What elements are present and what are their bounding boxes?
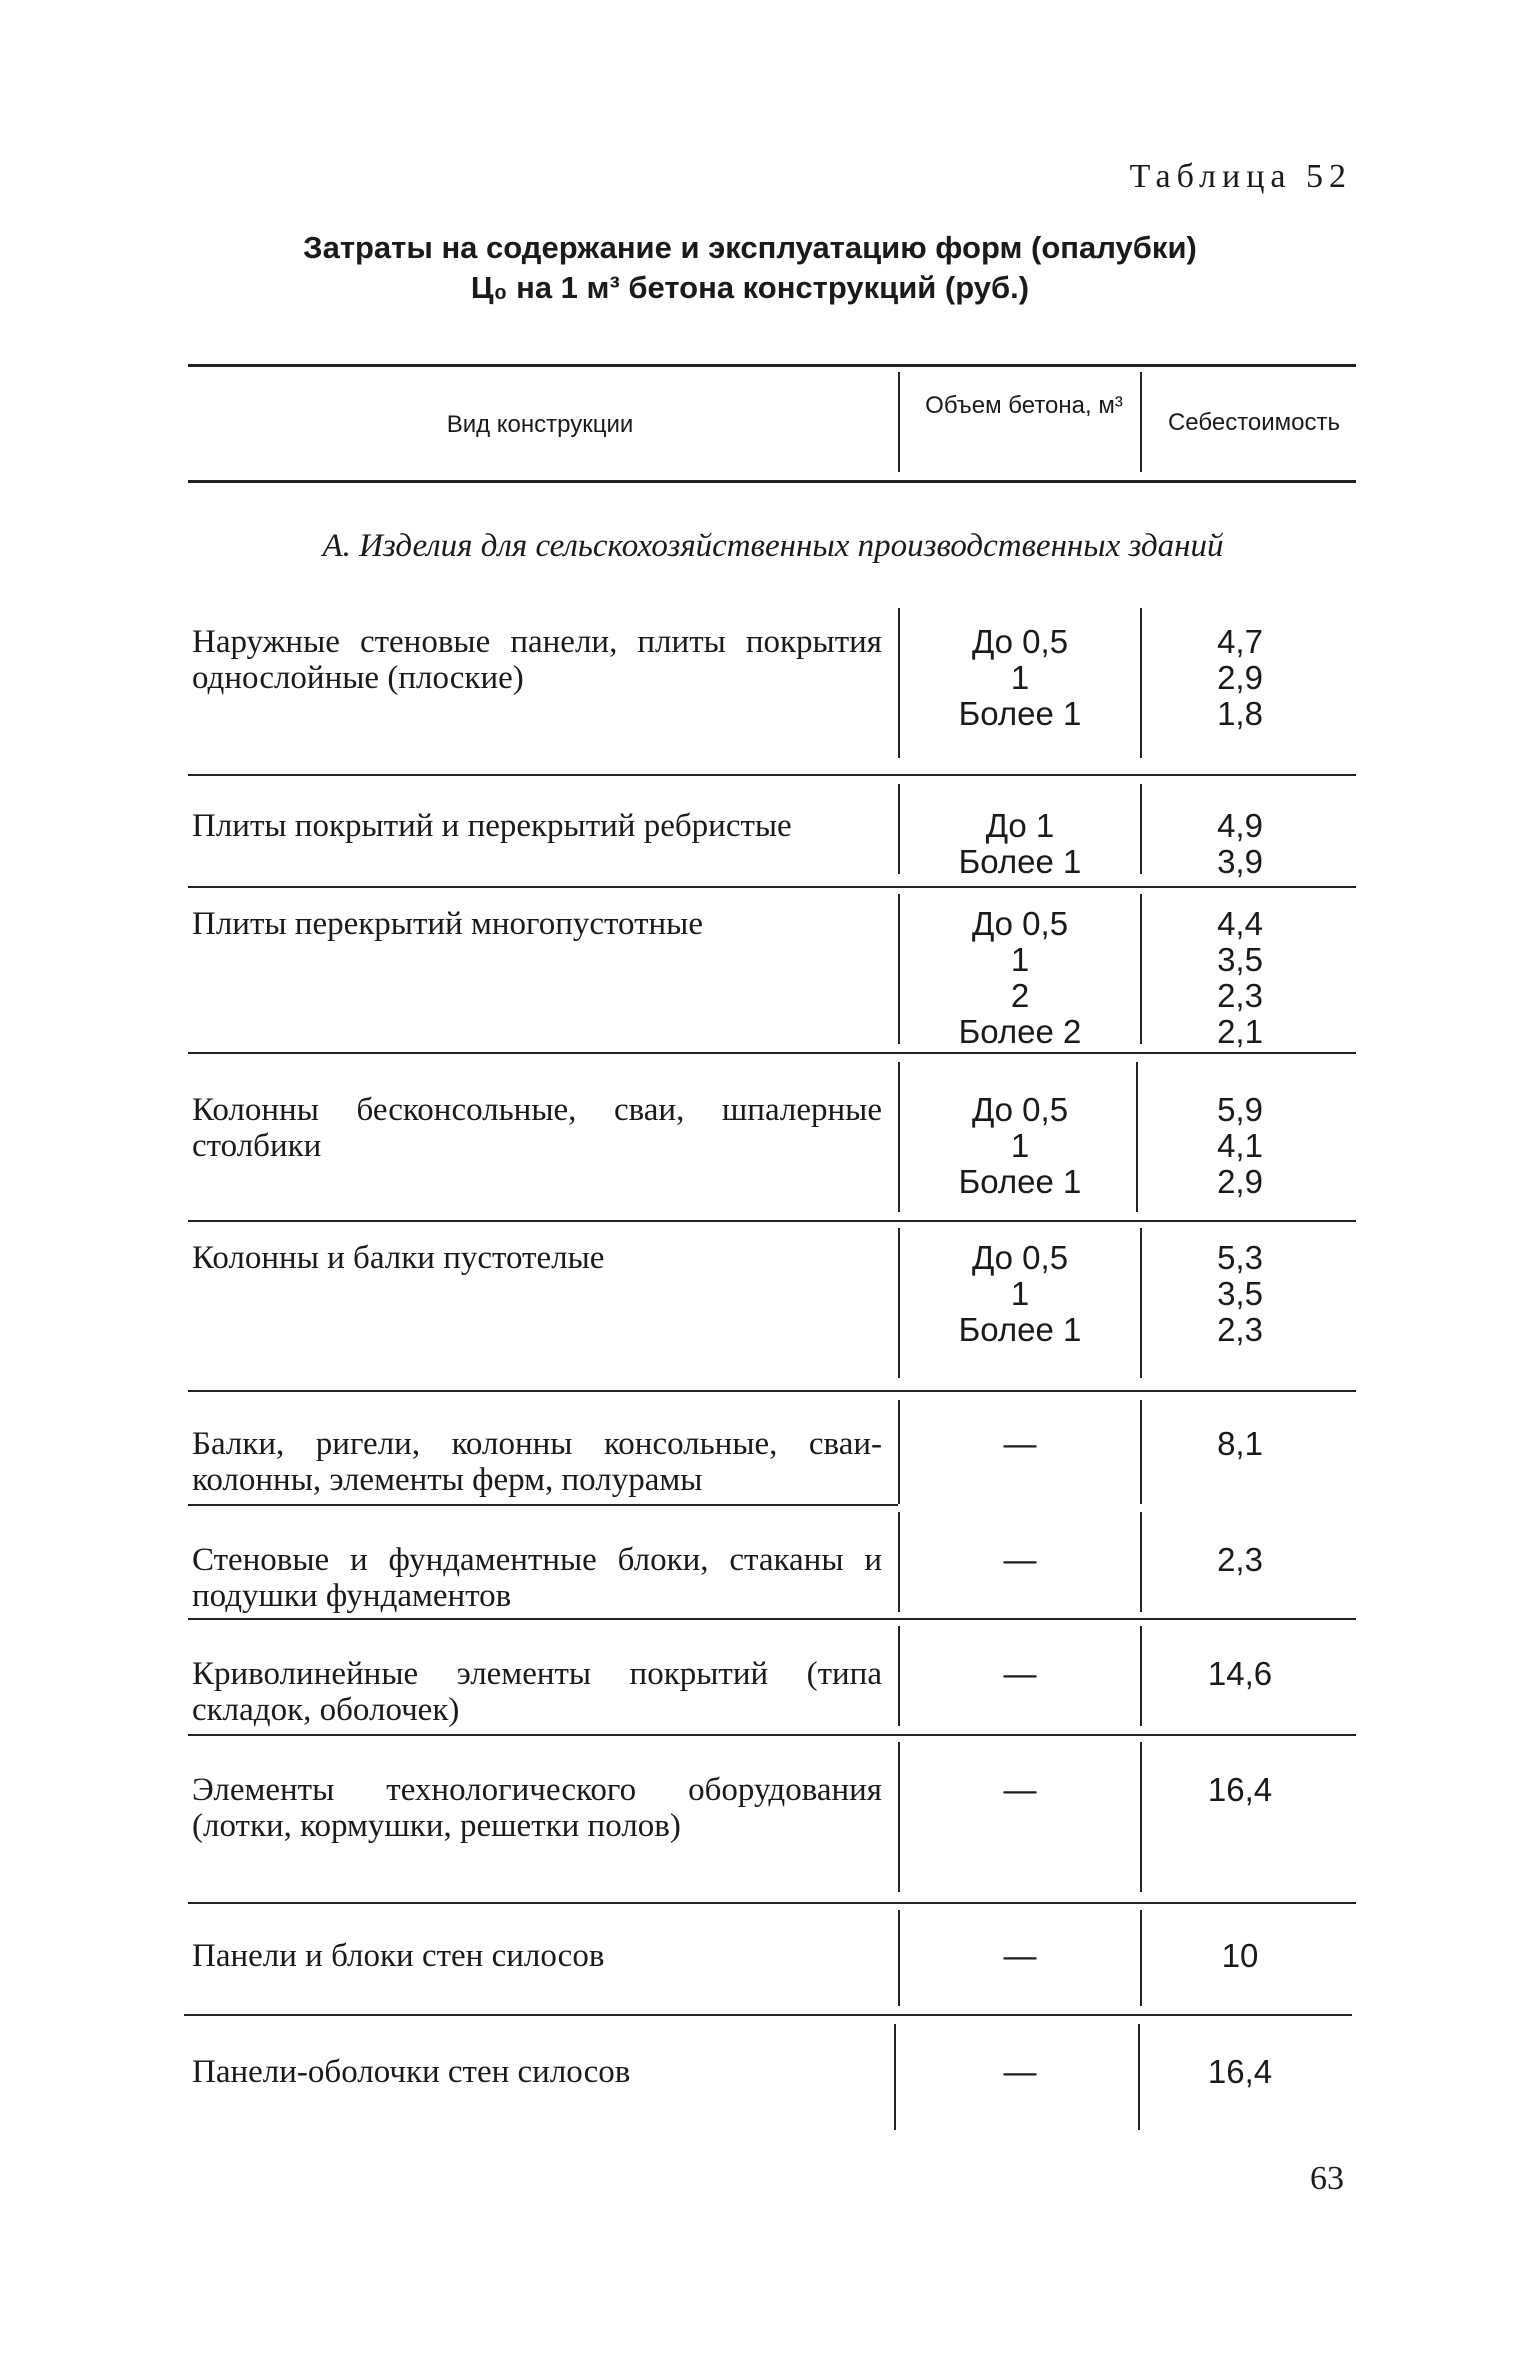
- row-volumes: [900, 2054, 1140, 2090]
- row-divider: [1140, 1512, 1142, 1612]
- row-costs: [1140, 1772, 1340, 1808]
- cost-value: 1,8: [1217, 695, 1263, 732]
- row-name: Колонны бесконсольные, сваи, шпалерные столбики: [192, 1092, 882, 1164]
- row-volumes: [900, 624, 1140, 732]
- header-divider-2: [1140, 372, 1142, 472]
- volume-value: —: [1003, 1425, 1037, 1462]
- volume-value: Более 1: [958, 843, 1082, 880]
- row-divider: [1138, 2024, 1140, 2130]
- row-costs: [1140, 1426, 1340, 1462]
- row-costs: [1140, 2054, 1340, 2090]
- row-divider: [1140, 1910, 1142, 2006]
- volume-value: До 0,5: [971, 1091, 1069, 1128]
- row-separator: [188, 1902, 1356, 1904]
- cost-value: 2,3: [1217, 1541, 1263, 1578]
- row-volumes: [900, 906, 1140, 1050]
- row-name: Стеновые и фундаментные блоки, стаканы и подушки фундаментов: [192, 1542, 882, 1614]
- volume-value: Более 1: [958, 695, 1082, 732]
- row-name: Плиты перекрытий многопустотные: [192, 906, 703, 942]
- row-separator: [188, 886, 1356, 888]
- row-costs: [1140, 1656, 1340, 1692]
- row-divider: [1140, 1742, 1142, 1892]
- header-type: Вид конструкции: [446, 411, 634, 438]
- row-name: Панели и блоки стен силосов: [192, 1938, 605, 1974]
- volume-value: Более 1: [958, 1163, 1082, 1200]
- table-title-line-2: Ц₀ на 1 м³ бетона конструкций (руб.): [470, 270, 1030, 305]
- row-costs: [1140, 624, 1340, 732]
- row-volumes: [900, 808, 1140, 880]
- volume-value: —: [1003, 2053, 1037, 2090]
- header-top-rule: [188, 364, 1356, 367]
- row-volumes: [900, 1772, 1140, 1808]
- cost-value: 3,5: [1217, 1275, 1263, 1312]
- volume-value: Более 1: [958, 1311, 1082, 1348]
- volume-value: —: [1003, 1937, 1037, 1974]
- row-divider: [898, 1626, 900, 1726]
- cost-value: 4,9: [1217, 807, 1263, 844]
- row-divider: [898, 894, 900, 1044]
- row-volumes: [900, 1092, 1140, 1200]
- volume-value: 2: [1010, 977, 1030, 1014]
- volume-value: —: [1003, 1655, 1037, 1692]
- row-costs: [1140, 1092, 1340, 1200]
- row-name: Наружные стеновые панели, плиты покрытия однослойные (плоские): [192, 624, 882, 696]
- cost-value: 14,6: [1207, 1655, 1273, 1692]
- row-divider: [1140, 1228, 1142, 1378]
- row-divider: [1140, 1400, 1142, 1504]
- row-separator: [188, 1390, 1356, 1392]
- volume-value: До 0,5: [971, 1239, 1069, 1276]
- row-divider: [1136, 1062, 1138, 1212]
- volume-value: До 0,5: [971, 905, 1069, 942]
- cost-value: 5,3: [1217, 1239, 1263, 1276]
- cost-value: 2,3: [1217, 1311, 1263, 1348]
- cost-value: 2,9: [1217, 1163, 1263, 1200]
- cost-value: 2,1: [1217, 1013, 1263, 1050]
- cost-value: 5,9: [1217, 1091, 1263, 1128]
- row-separator: [184, 2014, 1352, 2016]
- page-number: 63: [1310, 2160, 1344, 2197]
- header-cost: Себестоимость: [1167, 409, 1341, 436]
- row-divider: [898, 784, 900, 874]
- row-divider: [1140, 1626, 1142, 1726]
- section-heading-a: А. Изделия для сельскохозяйственных производственных зданий: [322, 528, 1224, 564]
- cost-value: 4,4: [1217, 905, 1263, 942]
- row-divider: [898, 1512, 900, 1612]
- header-divider-1: [898, 372, 900, 472]
- volume-value: До 1: [985, 807, 1055, 844]
- cost-value: 10: [1221, 1937, 1259, 1974]
- volume-value: 1: [1010, 1127, 1030, 1164]
- cost-value: 3,5: [1217, 941, 1263, 978]
- volume-value: 1: [1010, 659, 1030, 696]
- row-costs: [1140, 808, 1340, 880]
- row-costs: [1140, 906, 1340, 1050]
- row-name: Колонны и балки пустотелые: [192, 1240, 605, 1276]
- row-separator: [188, 774, 1356, 776]
- volume-value: 1: [1010, 1275, 1030, 1312]
- row-name: Плиты покрытий и перекрытий ребристые: [192, 808, 792, 844]
- volume-value: —: [1003, 1541, 1037, 1578]
- row-name: Криволинейные элементы покрытий (типа складок, оболочек): [192, 1656, 882, 1728]
- row-separator: [188, 1734, 1356, 1736]
- row-divider: [1140, 784, 1142, 874]
- row-costs: [1140, 1240, 1340, 1348]
- cost-value: 2,3: [1217, 977, 1263, 1014]
- volume-value: 1: [1010, 941, 1030, 978]
- row-divider: [894, 2024, 896, 2130]
- cost-value: 4,7: [1217, 623, 1263, 660]
- cost-value: 8,1: [1217, 1425, 1263, 1462]
- row-divider: [898, 1910, 900, 2006]
- row-divider: [898, 1400, 900, 1504]
- table-number-label: Таблица 52: [1129, 158, 1352, 195]
- row-volumes: [900, 1426, 1140, 1462]
- row-costs: [1140, 1542, 1340, 1578]
- row-divider: [898, 1742, 900, 1892]
- row-divider: [1140, 608, 1142, 758]
- header-bottom-rule: [188, 480, 1356, 483]
- row-name: Элементы технологического оборудования (лотки, кормушки, решетки полов): [192, 1772, 882, 1844]
- row-divider: [898, 1228, 900, 1378]
- row-volumes: [900, 1938, 1140, 1974]
- row-separator: [188, 1504, 898, 1506]
- row-volumes: [900, 1656, 1140, 1692]
- header-volume: Объем бетона, м³: [925, 392, 1123, 419]
- row-separator: [188, 1618, 1356, 1620]
- row-name: Балки, ригели, колонны консольные, сваи-колонны, элементы ферм, полурамы: [192, 1426, 882, 1498]
- cost-value: 2,9: [1217, 659, 1263, 696]
- row-costs: [1140, 1938, 1340, 1974]
- volume-value: До 0,5: [971, 623, 1069, 660]
- cost-value: 16,4: [1207, 2053, 1273, 2090]
- row-divider: [898, 608, 900, 758]
- row-separator: [188, 1220, 1356, 1222]
- table-title-line-1: Затраты на содержание и эксплуатацию форм (опалубки): [303, 230, 1197, 265]
- volume-value: Более 2: [958, 1013, 1082, 1050]
- row-volumes: [900, 1240, 1140, 1348]
- cost-value: 3,9: [1217, 843, 1263, 880]
- cost-value: 4,1: [1217, 1127, 1263, 1164]
- volume-value: —: [1003, 1771, 1037, 1808]
- row-divider: [898, 1062, 900, 1212]
- cost-value: 16,4: [1207, 1771, 1273, 1808]
- row-volumes: [900, 1542, 1140, 1578]
- row-separator: [188, 1052, 1356, 1054]
- row-name: Панели-оболочки стен силосов: [192, 2054, 631, 2090]
- row-divider: [1140, 894, 1142, 1044]
